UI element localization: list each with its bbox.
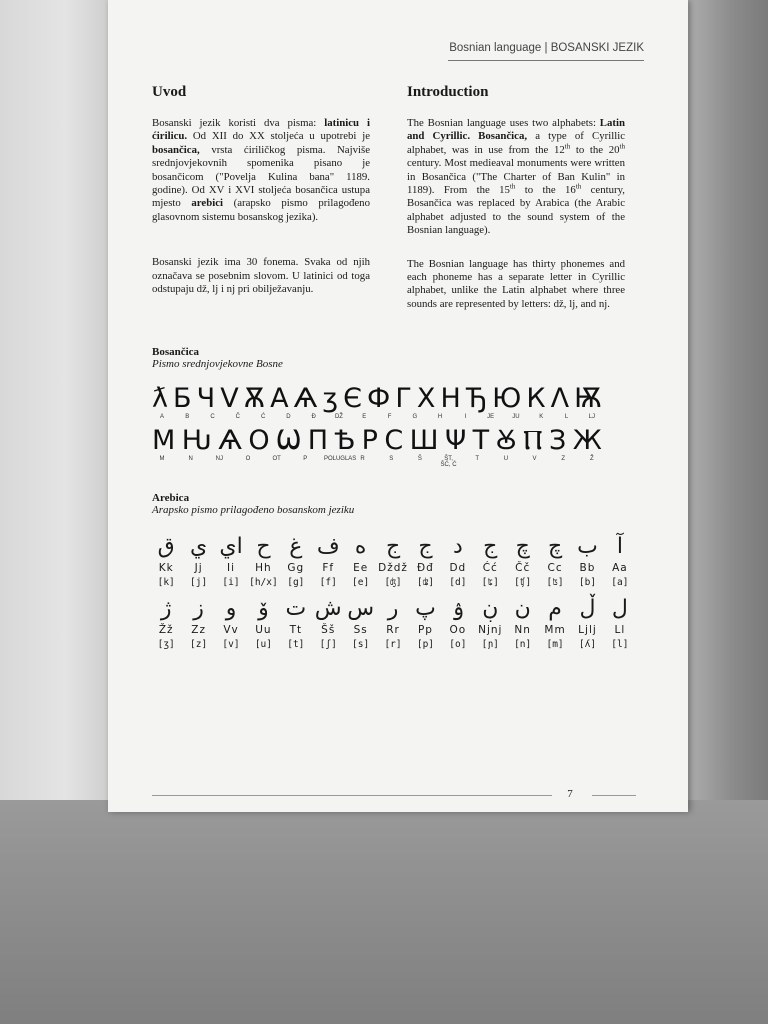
bosancica-title: Bosančica <box>152 346 200 358</box>
bosancica-label: E <box>362 414 367 420</box>
arebica-arabic-letter: ي <box>189 534 208 559</box>
bosancica-glyph: П <box>307 425 328 456</box>
bosancica-label: P <box>303 456 308 462</box>
bosancica-label: NJ <box>215 456 223 462</box>
arebica-latin-letter: Mm <box>544 624 566 636</box>
arebica-ipa: [d] <box>449 577 467 588</box>
arebica-ipa: [ʧ] <box>514 577 532 588</box>
uvod-paragraph-2: Bosanski jezik ima 30 fonema. Svaka od njih označava se posebnim slovom. U latinici od toga odstupaju dž, lj i nj pri obilježavanju. <box>152 256 370 296</box>
arebica-latin-letter: Kk <box>158 562 174 574</box>
header-rule <box>448 60 644 61</box>
bosancica-label: B <box>185 414 190 420</box>
bosancica-glyph: Б <box>173 383 192 414</box>
arebica-latin-letter: Đđ <box>417 562 434 574</box>
arebica-ipa: [b] <box>578 577 597 588</box>
arebica-latin-letter: Rr <box>386 624 400 636</box>
bosancica-label: R <box>360 456 365 462</box>
arebica-latin-letter: Nn <box>514 624 531 636</box>
arebica-ipa: [m] <box>546 639 564 650</box>
arebica-latin-letter: Ćć <box>482 562 498 574</box>
bosancica-label-row-2 <box>152 456 602 468</box>
bosancica-glyph: Ψ <box>444 425 467 456</box>
bosancica-label: LJ <box>588 414 595 420</box>
bosancica-label: ŠT, ŠĆ, Ć <box>440 456 457 468</box>
arebica-latin-letter: Ljlj <box>578 624 597 636</box>
arebica-arabic-letter: ۉ <box>451 596 465 621</box>
arebica-latin-letter: Ll <box>614 624 626 636</box>
arebica-latin-row-2 <box>150 624 636 636</box>
arebica-ipa: [t] <box>287 639 305 650</box>
uvod-column <box>152 84 370 316</box>
arebica-ipa: [h/x] <box>249 577 278 588</box>
arebica-arabic-letter: ه <box>354 534 367 559</box>
arebica-ipa: [p] <box>416 639 435 650</box>
arebica-title: Arebica <box>152 492 190 504</box>
arebica-ipa: [ʦ] <box>546 577 564 588</box>
arebica-latin-letter: Dždž <box>378 562 408 574</box>
bosancica-label: S <box>389 456 394 462</box>
bosancica-glyph: Н <box>440 383 461 414</box>
arebica-arabic-letter: ج <box>483 534 498 559</box>
bosancica-glyph: Є <box>343 383 362 414</box>
arebica-arabic-row-2 <box>150 596 636 622</box>
arebica-ipa: [ʒ] <box>157 639 175 650</box>
arebica-latin-letter: Pp <box>417 624 433 636</box>
arebica-arabic-letter: ڹ <box>482 596 499 621</box>
arebica-latin-letter: Uu <box>255 624 272 636</box>
arebica-ipa: [ʥ] <box>416 577 435 588</box>
bosancica-label: F <box>387 414 392 420</box>
bosancica-glyph: V <box>220 383 239 414</box>
footer-rule <box>152 795 552 796</box>
bosancica-glyph: ƛ <box>152 383 168 414</box>
arebica-latin-letter: Bb <box>579 562 596 574</box>
arebica-ipa: [ʨ] <box>481 577 499 588</box>
arebica-arabic-letter: ف <box>316 534 340 559</box>
arebica-ipa: [g] <box>287 577 305 588</box>
arebica-arabic-letter: آ <box>616 534 623 559</box>
arebica-ipa: [ʃ] <box>319 639 337 650</box>
arebica-heading <box>152 492 354 516</box>
arebica-latin-letter: Ee <box>353 562 369 574</box>
bosancica-label: Ž <box>590 456 594 462</box>
bosancica-label: G <box>412 414 418 420</box>
page-number: 7 <box>567 788 573 800</box>
bosancica-label: Š <box>417 456 422 462</box>
bosancica-label: I <box>464 414 467 420</box>
arebica-arabic-row-1 <box>150 534 636 560</box>
bosancica-glyph: Ⲡ <box>522 425 543 456</box>
arebica-ipa: [ʤ] <box>384 577 402 588</box>
arebica-ipa: [r] <box>384 639 402 650</box>
bosancica-label: Ć <box>260 414 266 420</box>
bosancica-glyph: Г <box>395 383 412 414</box>
arebica-arabic-letter: م <box>548 596 562 621</box>
bosancica-glyph: Ч <box>196 383 216 414</box>
bosancica-label: JE <box>487 414 495 420</box>
introduction-paragraph-1: The Bosnian language uses two alphabets: Latin and Cyrillic. Bosančica, a type of Cyrillic alphabet, was in use from the 12th to the 20th century. Most medieaval monuments were written in Bosančica ("The Charter of Ban Kulin" in 1189). From the 15th to the 16th century, Bosančica was replaced by Arabica (the Arabic alphabet adjusted to the sound system of the Bosnian language). <box>407 117 625 237</box>
uvod-title: Uvod <box>152 84 187 100</box>
arebica-ipa: [j] <box>190 577 208 588</box>
bosancica-glyph: Р <box>361 425 378 456</box>
arebica-ipa: [o] <box>449 639 467 650</box>
book-page <box>108 0 688 812</box>
running-header: Bosnian language | BOSANSKI JEZIK <box>449 42 644 54</box>
bosancica-glyph: О <box>248 425 270 456</box>
bosancica-glyph-row-1 <box>152 384 602 414</box>
bosancica-subtitle: Pismo srednjovjekovne Bosne <box>152 358 283 370</box>
arebica-latin-letter: Ff <box>322 562 335 574</box>
bosancica-glyph: Λ <box>550 383 570 414</box>
arebica-ipa: [ʎ] <box>578 639 597 650</box>
bosancica-label: O <box>245 456 251 462</box>
arebica-arabic-letter: س <box>347 596 375 621</box>
arebica-latin-letter: Vv <box>223 624 239 636</box>
bosancica-label: OT <box>272 456 281 462</box>
arebica-arabic-letter: ش <box>314 596 342 621</box>
arebica-arabic-letter: ز <box>193 596 204 621</box>
bosancica-glyph-row-2 <box>152 426 602 456</box>
bosancica-label: L <box>564 414 569 420</box>
arebica-latin-row-1 <box>150 562 636 574</box>
arebica-latin-letter: Tt <box>289 624 303 636</box>
arebica-ipa: [s] <box>352 639 370 650</box>
bosancica-label: H <box>437 414 443 420</box>
arebica-latin-letter: Ii <box>227 562 236 574</box>
bosancica-label: DŽ <box>334 414 343 420</box>
bosancica-glyph: М <box>152 425 176 456</box>
bosancica-glyph: Ѭ <box>574 383 602 414</box>
arebica-latin-letter: Cc <box>547 562 563 574</box>
bosancica-glyph: К <box>526 383 546 414</box>
arebica-ipa: [u] <box>254 639 272 650</box>
bosancica-glyph: С <box>384 425 404 456</box>
arebica-ipa: [z] <box>190 639 208 650</box>
bosancica-glyph: Ꙋ <box>495 425 517 456</box>
arebica-arabic-letter: چ <box>547 534 563 559</box>
arebica-latin-letter: Žž <box>158 624 174 636</box>
arebica-latin-letter: Aa <box>612 562 628 574</box>
arebica-arabic-letter: غ <box>289 534 303 559</box>
scan-background-bottom <box>0 800 768 1024</box>
bosancica-glyph: Ѧ <box>293 383 318 414</box>
bosancica-glyph: З <box>548 425 567 456</box>
bosancica-glyph: Ѣ <box>334 425 356 456</box>
arebica-arabic-letter: ۆ <box>258 596 269 621</box>
arebica-ipa: [f] <box>319 577 337 588</box>
bosancica-label: N <box>188 456 193 462</box>
bosancica-glyph: Ѧ <box>218 425 242 456</box>
bosancica-label: JU <box>512 414 520 420</box>
bosancica-glyph: Ш <box>409 425 439 456</box>
bosancica-glyph: Ѡ <box>276 425 302 456</box>
bosancica-glyph: Ѫ <box>243 383 266 414</box>
arebica-arabic-letter: ڵ <box>579 596 596 621</box>
arebica-ipa-row-2 <box>150 639 636 650</box>
bosancica-label: U <box>503 456 509 462</box>
arebica-arabic-letter: پ <box>415 596 436 621</box>
arebica-latin-letter: Šš <box>321 624 336 636</box>
bosancica-heading <box>152 346 283 370</box>
footer-rule-right <box>592 795 636 796</box>
arebica-ipa: [n] <box>514 639 532 650</box>
bosancica-label: POLUGLAS <box>323 456 357 462</box>
arebica-ipa: [ɲ] <box>481 639 499 650</box>
bosancica-label: Đ <box>311 414 316 420</box>
bosancica-glyph: Ф <box>367 383 391 414</box>
bosancica-label: T <box>475 456 480 462</box>
bosancica-glyph: ʒ <box>322 383 339 414</box>
arebica-latin-letter: Zz <box>191 624 206 636</box>
arebica-ipa: [i] <box>222 577 240 588</box>
bosancica-label: V <box>532 456 537 462</box>
arebica-latin-letter: Jj <box>194 562 203 574</box>
arebica-ipa: [a] <box>611 577 629 588</box>
bosancica-label: Č <box>235 414 241 420</box>
arebica-arabic-letter: و <box>225 596 237 621</box>
arebica-latin-letter: Čč <box>515 562 531 574</box>
arebica-latin-letter: Dd <box>449 562 467 574</box>
arebica-arabic-letter: ژ <box>160 596 172 621</box>
arebica-latin-letter: Oo <box>449 624 467 636</box>
arebica-latin-letter: Ss <box>353 624 368 636</box>
introduction-paragraph-2: The Bosnian language has thirty phonemes and each phoneme has a separate letter in Cyrillic alphabet, unlike the Latin alphabet where three sounds are represented by letters: dž, lj, and nj. <box>407 257 625 310</box>
arebica-latin-letter: Njnj <box>478 624 503 636</box>
bosancica-label: K <box>539 414 544 420</box>
bosancica-glyph: Ж <box>572 425 602 456</box>
bosancica-glyph: Т <box>472 425 490 456</box>
arebica-arabic-letter: ج <box>418 534 433 559</box>
arebica-arabic-letter: ح <box>256 534 271 559</box>
bosancica-glyph: Ԋ <box>181 425 212 456</box>
arebica-latin-letter: Hh <box>255 562 272 574</box>
arebica-arabic-letter: ر <box>387 596 399 621</box>
arebica-ipa: [l] <box>611 639 629 650</box>
arebica-ipa: [v] <box>222 639 240 650</box>
bosancica-glyph: А <box>270 383 289 414</box>
bosancica-label-row-1 <box>152 414 602 420</box>
arebica-arabic-letter: ت <box>285 596 307 621</box>
arebica-arabic-letter: ج <box>385 534 401 559</box>
arebica-arabic-letter: ب <box>577 534 598 559</box>
arebica-arabic-letter: ل <box>611 596 628 621</box>
arebica-ipa-row-1 <box>150 577 636 588</box>
arebica-ipa: [e] <box>352 577 370 588</box>
uvod-paragraph-1: Bosanski jezik koristi dva pisma: latinicu i ćirilicu. Od XII do XX stoljeća u upotrebi je bosančica, vrsta ćiriličkog pisma. Najviše srednjovjekovnih spomenika pisano je bosančicom ("Povelja Kulina bana" 1189. godine). Od XV i XVI stoljeća bosančica ustupa mjesto arebici (arapsko pismo prilagođeno glasovnom sistemu bosanskog jezika). <box>152 117 371 223</box>
bosancica-glyph: Х <box>416 383 436 414</box>
introduction-title: Introduction <box>407 84 489 100</box>
arebica-arabic-letter: د <box>452 534 463 559</box>
bosancica-label: A <box>159 414 164 420</box>
arebica-arabic-letter: چ <box>515 534 530 559</box>
bosancica-glyph: Ђ <box>465 383 488 414</box>
bosancica-label: Z <box>561 456 566 462</box>
bosancica-label: C <box>210 414 215 420</box>
bosancica-label: D <box>286 414 291 420</box>
arebica-ipa: [k] <box>157 577 175 588</box>
arebica-arabic-letter: اي <box>219 534 243 559</box>
arebica-latin-letter: Gg <box>287 562 305 574</box>
arebica-subtitle: Arapsko pismo prilagođeno bosanskom jeziku <box>152 504 355 516</box>
arebica-arabic-letter: ن <box>514 596 531 621</box>
introduction-column <box>407 84 625 331</box>
bosancica-glyph: Ю <box>492 383 522 414</box>
bosancica-label: M <box>159 456 165 462</box>
arebica-arabic-letter: ق <box>157 534 175 559</box>
